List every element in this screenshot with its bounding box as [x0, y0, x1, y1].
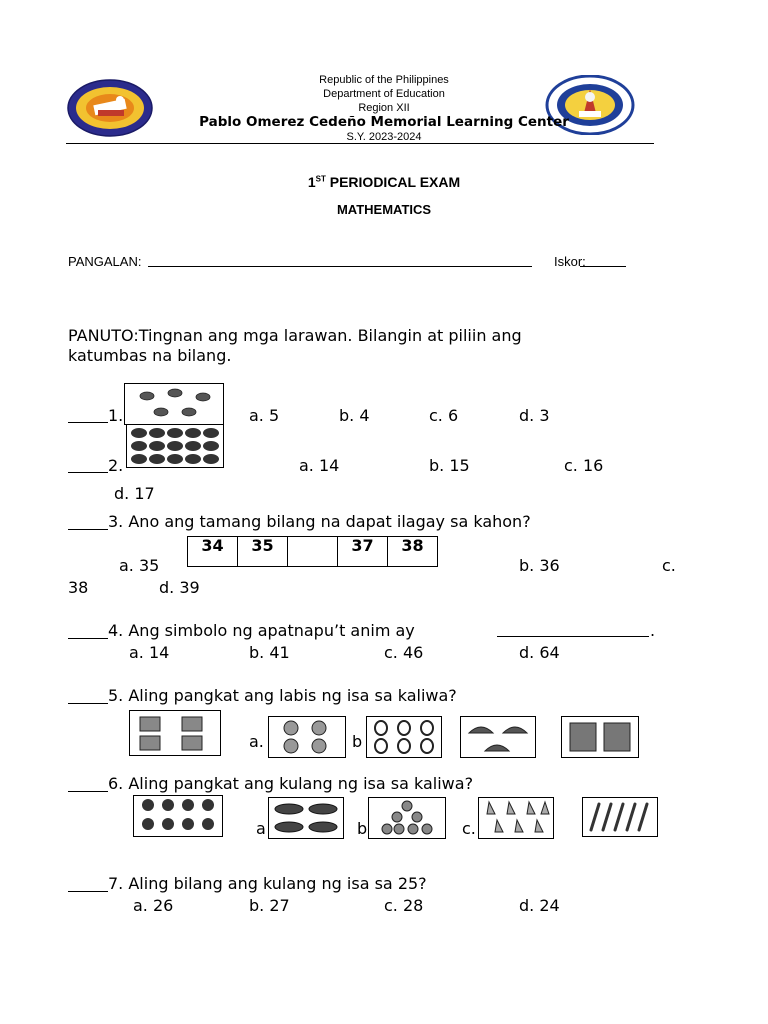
q1-choice-c: c. 6 — [429, 406, 459, 425]
q5-label-a: a. — [249, 732, 264, 751]
q6-label-a: a — [256, 819, 266, 838]
q4-choice-d: d. 64 — [519, 643, 560, 662]
q1-choice-a: a. 5 — [249, 406, 280, 425]
name-field-line[interactable] — [148, 266, 532, 267]
school-name: Pablo Omerez Cedeño Memorial Learning Center — [199, 114, 569, 130]
school-year: S.Y. 2023-2024 — [346, 131, 422, 143]
q1-crabs-image — [124, 383, 224, 425]
q7-choice-c: c. 28 — [384, 896, 424, 915]
q5-label-b: b — [352, 732, 363, 751]
seq-box-2: 35 — [238, 537, 288, 566]
q6-option-a-image[interactable] — [268, 797, 344, 839]
q7-choice-b: b. 27 — [249, 896, 290, 915]
q5-option-d-image[interactable] — [561, 716, 639, 758]
score-label: Iskor: — [554, 254, 586, 269]
q2-choice-c: c. 16 — [564, 456, 604, 475]
q1-choice-b: b. 4 — [339, 406, 370, 425]
seq-box-4: 37 — [338, 537, 388, 566]
score-field-line[interactable] — [580, 266, 626, 267]
q3-choice-b: b. 36 — [519, 556, 560, 575]
q2-fruits-image — [126, 424, 224, 468]
q7-choice-a: a. 26 — [133, 896, 174, 915]
seq-box-blank[interactable] — [288, 537, 338, 566]
q3-answer-blank[interactable] — [68, 529, 108, 530]
q3-choice-c: c. — [662, 556, 676, 575]
q5-answer-blank[interactable] — [68, 703, 108, 704]
seq-box-1: 34 — [188, 537, 238, 566]
exam-subject: MATHEMATICS — [336, 202, 432, 217]
q5-option-b-image[interactable] — [366, 716, 442, 758]
q2-choice-d: d. 17 — [114, 484, 155, 503]
q6-fans-image — [133, 795, 223, 837]
q1-answer-blank[interactable] — [68, 422, 108, 423]
header-department: Department of Education — [323, 88, 445, 100]
q4-period: . — [650, 621, 656, 640]
q6-question: 6. Aling pangkat ang kulang ng isa sa kaliwa? — [108, 774, 474, 793]
q4-choice-b: b. 41 — [249, 643, 290, 662]
exam-title: 1ST PERIODICAL EXAM — [307, 174, 461, 190]
q2-choice-a: a. 14 — [299, 456, 340, 475]
q1-number: 1. — [108, 406, 124, 425]
q3-choice-a: a. 35 — [119, 556, 160, 575]
q4-choice-c: c. 46 — [384, 643, 424, 662]
q2-number: 2. — [108, 456, 124, 475]
q6-option-b-image[interactable] — [368, 797, 446, 839]
seq-box-5: 38 — [401, 536, 424, 555]
q3-choice-c-value: 38 — [68, 578, 89, 597]
q7-choice-d: d. 24 — [519, 896, 560, 915]
q6-option-d-image[interactable] — [582, 797, 658, 837]
q1-choice-d: d. 3 — [519, 406, 550, 425]
q6-label-c: c. — [462, 819, 476, 838]
q3-choice-d: d. 39 — [159, 578, 200, 597]
q5-option-c-image[interactable] — [460, 716, 536, 758]
header-divider — [66, 143, 654, 144]
q4-question: 4. Ang simbolo ng apatnapu’t anim ay — [108, 621, 415, 640]
q2-answer-blank[interactable] — [68, 472, 108, 473]
instructions-line2: katumbas na bilang. — [68, 346, 232, 365]
q5-option-a-image[interactable] — [268, 716, 346, 758]
q5-mugs-image — [129, 710, 221, 756]
q3-number-sequence — [187, 536, 438, 567]
q6-option-c-image[interactable] — [478, 797, 554, 839]
instructions-line1: PANUTO:Tingnan ang mga larawan. Bilangin at piliin ang — [68, 326, 522, 345]
name-label: PANGALAN: — [68, 254, 142, 269]
q4-fill-blank[interactable] — [497, 636, 649, 637]
q4-choice-a: a. 14 — [129, 643, 170, 662]
q2-choice-b: b. 15 — [429, 456, 470, 475]
q6-label-b: b — [357, 819, 368, 838]
q5-question: 5. Aling pangkat ang labis ng isa sa kaliwa? — [108, 686, 457, 705]
q7-answer-blank[interactable] — [68, 891, 108, 892]
q6-answer-blank[interactable] — [68, 791, 108, 792]
header-republic: Republic of the Philippines — [319, 74, 449, 86]
q7-question: 7. Aling bilang ang kulang ng isa sa 25? — [108, 874, 427, 893]
header-region: Region XII — [358, 102, 410, 114]
q3-question: 3. Ano ang tamang bilang na dapat ilagay sa kahon? — [108, 512, 531, 531]
q4-answer-blank[interactable] — [68, 638, 108, 639]
